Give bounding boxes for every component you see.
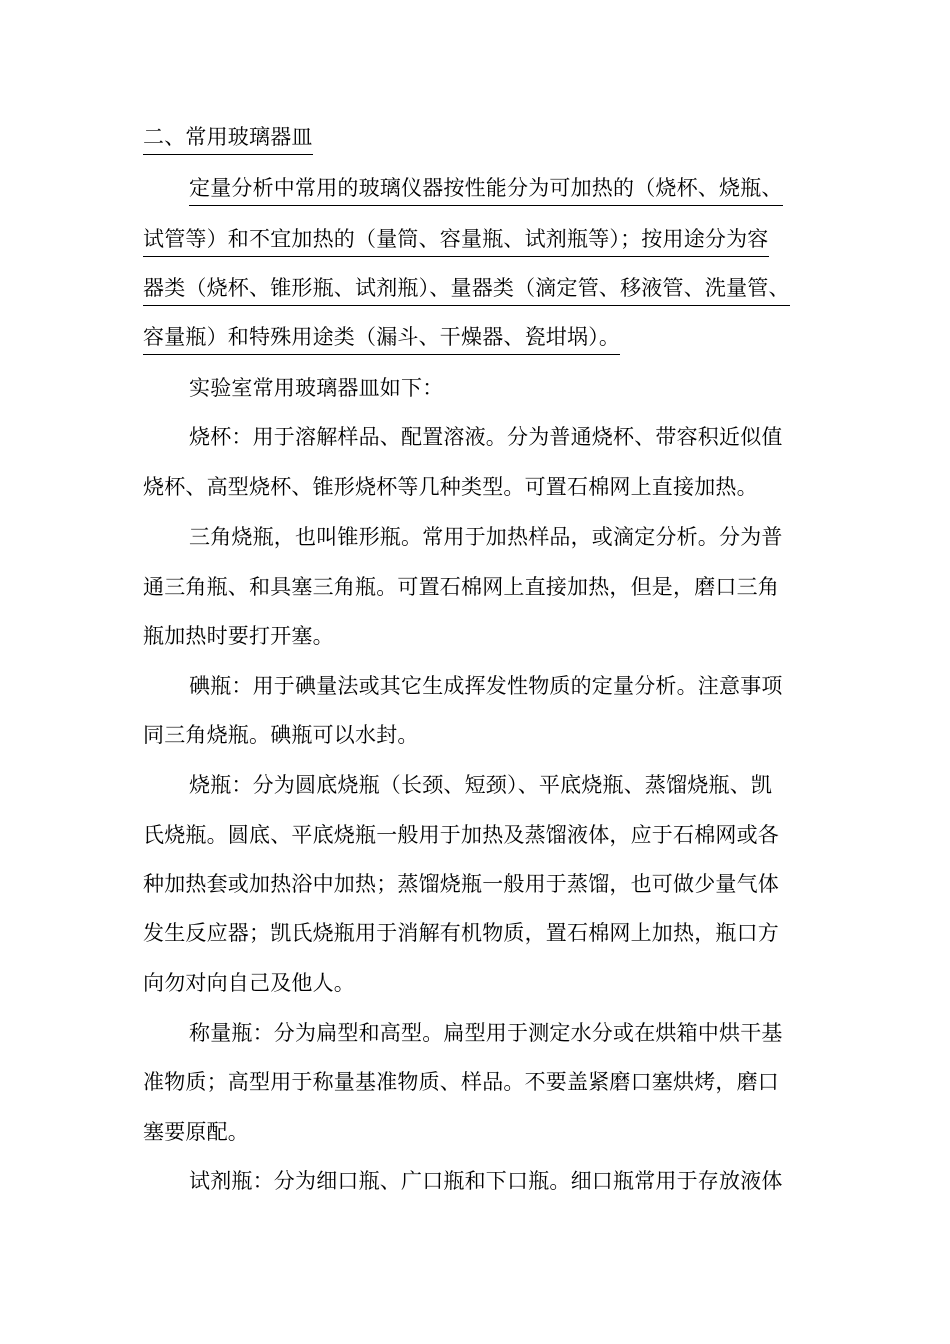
text-line: 容量瓶）和特殊用途类（漏斗、干燥器、瓷坩埚）。: [143, 322, 620, 355]
text-line: 种加热套或加热浴中加热；蒸馏烧瓶一般用于蒸馏，也可做少量气体: [143, 872, 779, 896]
text-line: 器类（烧杯、锥形瓶、试剂瓶）、量器类（滴定管、移液管、洗量管、: [143, 273, 790, 306]
text-line: 烧瓶：分为圆底烧瓶（长颈、短颈）、平底烧瓶、蒸馏烧瓶、凯: [189, 773, 773, 797]
text-line: 定量分析中常用的玻璃仪器按性能分为可加热的（烧杯、烧瓶、: [189, 173, 783, 206]
text-line: 试管等）和不宜加热的（量筒、容量瓶、试剂瓶等）；按用途分为容: [143, 224, 769, 257]
text-line: 实验室常用玻璃器皿如下：: [189, 376, 444, 400]
text-line: 烧杯、高型烧杯、锥形烧杯等几种类型。可置石棉网上直接加热。: [143, 475, 758, 499]
text-line: 氏烧瓶。圆底、平底烧瓶一般用于加热及蒸馏液体，应于石棉网或各: [143, 823, 779, 847]
text-line: 烧杯：用于溶解样品、配置溶液。分为普通烧杯、带容积近似值: [189, 425, 783, 449]
text-line: 通三角瓶、和具塞三角瓶。可置石棉网上直接加热，但是，磨口三角: [143, 575, 779, 599]
text-line: 瓶加热时要打开塞。: [143, 624, 334, 648]
text-line: 同三角烧瓶。碘瓶可以水封。: [143, 723, 419, 747]
text-line: 发生反应器；凯氏烧瓶用于消解有机物质，置石棉网上加热，瓶口方: [143, 921, 779, 945]
text-line: 向勿对向自己及他人。: [143, 971, 355, 995]
text-line: 碘瓶：用于碘量法或其它生成挥发性物质的定量分析。注意事项: [189, 674, 783, 698]
section-heading: 二、常用玻璃器皿: [143, 122, 313, 155]
text-line: 称量瓶：分为扁型和高型。扁型用于测定水分或在烘箱中烘干基: [189, 1021, 783, 1045]
text-line: 准物质；高型用于称量基准物质、样品。不要盖紧磨口塞烘烤，磨口: [143, 1070, 779, 1094]
text-line: 塞要原配。: [143, 1120, 249, 1144]
text-line: 试剂瓶：分为细口瓶、广口瓶和下口瓶。细口瓶常用于存放液体: [189, 1169, 783, 1193]
text-line: 三角烧瓶，也叫锥形瓶。常用于加热样品，或滴定分析。分为普: [189, 525, 783, 549]
